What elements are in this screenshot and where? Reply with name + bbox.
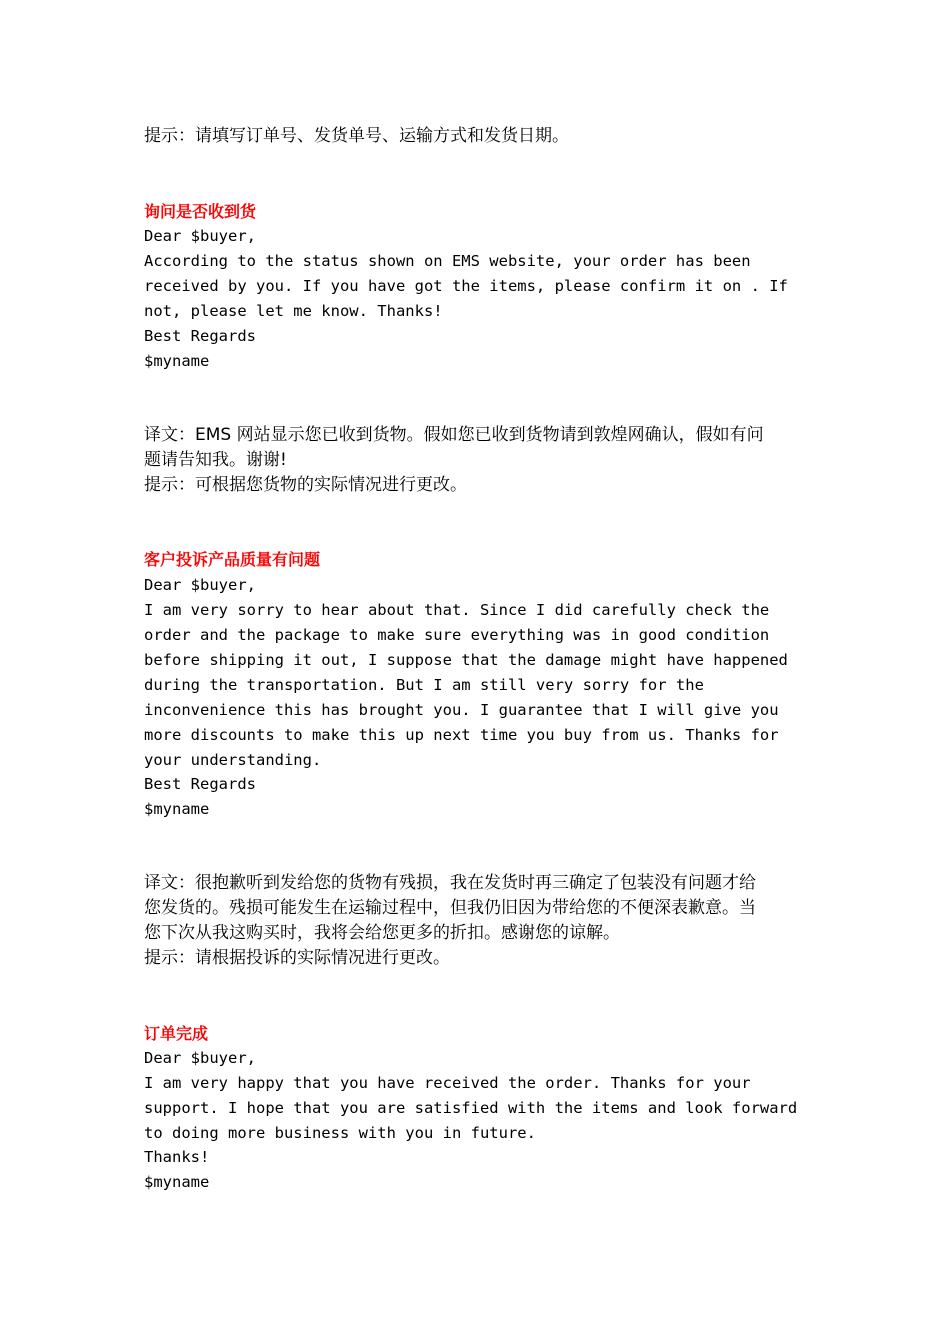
- hint-text: 提示：可根据您货物的实际情况进行更改。: [144, 475, 467, 495]
- signature: $myname: [144, 800, 210, 818]
- signature: $myname: [144, 1173, 210, 1191]
- body-line: inconvenience this has brought you. I guarantee that I will give you: [144, 701, 779, 719]
- section-heading: 客户投诉产品质量有问题: [144, 550, 321, 569]
- translation-line: 译文：EMS 网站显示您已收到货物。假如您已收到货物请到敦煌网确认，假如有问: [144, 425, 764, 445]
- hint-text: 提示：请根据投诉的实际情况进行更改。: [144, 948, 450, 968]
- body-line: received by you. If you have got the items, please confirm it on . If: [144, 277, 788, 295]
- body-line: before shipping it out, I suppose that the damage might have happened: [144, 651, 788, 669]
- greeting: Dear $buyer,: [144, 227, 256, 245]
- body-line: support. I hope that you are satisfied with the items and look forward: [144, 1099, 798, 1117]
- section-heading: 订单完成: [144, 1024, 209, 1043]
- body-line: I am very happy that you have received the order. Thanks for your: [144, 1074, 751, 1092]
- hint-text: 提示：请填写订单号、发货单号、运输方式和发货日期。: [144, 126, 569, 146]
- body-line: not, please let me know. Thanks!: [144, 302, 443, 320]
- translation-line: 译文：很抱歉听到发给您的货物有残损，我在发货时再三确定了包装没有问题才给: [144, 873, 756, 893]
- closing: Best Regards: [144, 327, 256, 345]
- body-line: your understanding.: [144, 751, 322, 769]
- translation-line: 题请告知我。谢谢!: [144, 450, 287, 470]
- greeting: Dear $buyer,: [144, 1049, 256, 1067]
- translation-line: 您发货的。残损可能发生在运输过程中，但我仍旧因为带给您的不便深表歉意。当: [144, 898, 756, 918]
- body-line: According to the status shown on EMS website, your order has been: [144, 252, 751, 270]
- greeting: Dear $buyer,: [144, 576, 256, 594]
- body-line: order and the package to make sure everything was in good condition: [144, 626, 770, 644]
- translation-line: 您下次从我这购买时，我将会给您更多的折扣。感谢您的谅解。: [144, 923, 620, 943]
- body-line: to doing more business with you in future.: [144, 1124, 536, 1142]
- closing: Thanks!: [144, 1148, 210, 1166]
- closing: Best Regards: [144, 775, 256, 793]
- signature: $myname: [144, 352, 210, 370]
- body-line: during the transportation. But I am still very sorry for the: [144, 676, 704, 694]
- body-line: more discounts to make this up next time you buy from us. Thanks for: [144, 726, 779, 744]
- section-heading: 询问是否收到货: [144, 202, 257, 221]
- body-line: I am very sorry to hear about that. Since I did carefully check the: [144, 601, 770, 619]
